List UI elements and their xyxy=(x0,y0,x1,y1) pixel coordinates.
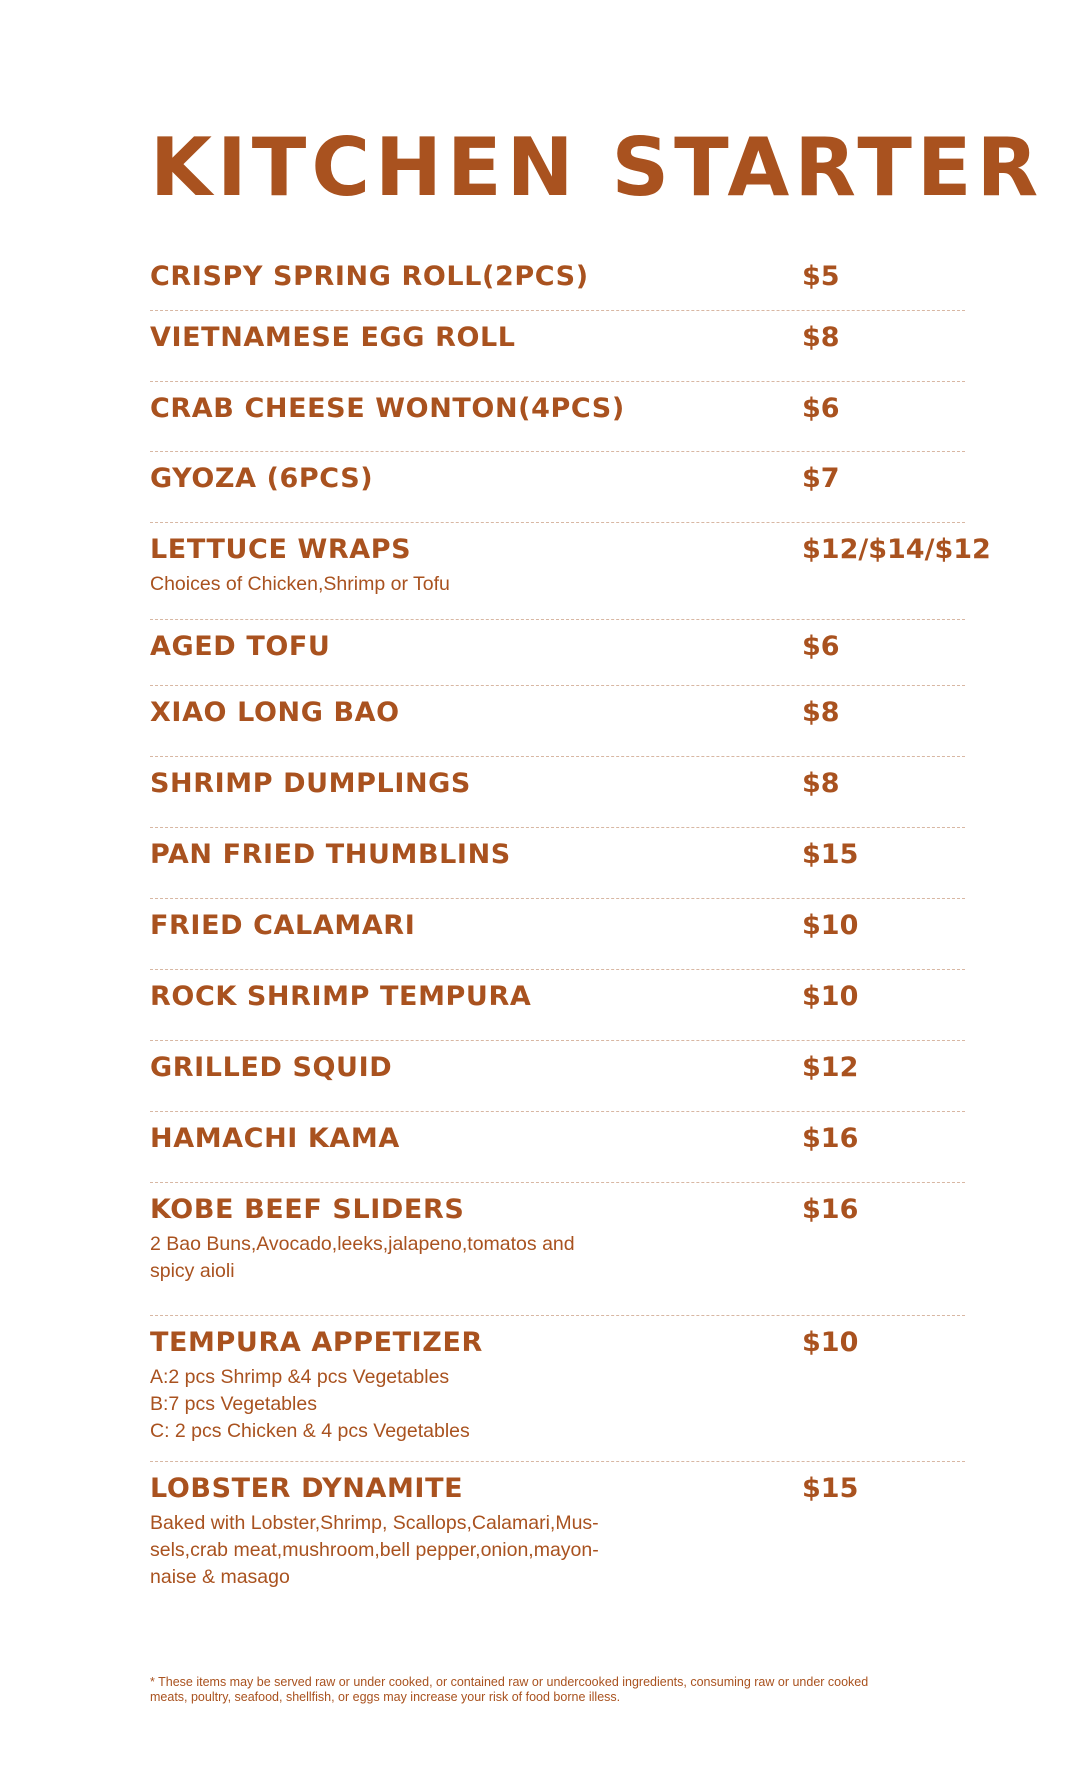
item-price: $12 xyxy=(802,1052,859,1083)
menu-item xyxy=(150,311,965,382)
menu-item xyxy=(150,970,965,1041)
menu-item xyxy=(150,1041,965,1112)
item-name: AGED TOFU xyxy=(150,631,331,662)
menu-item xyxy=(150,1183,965,1316)
item-name: TEMPURA APPETIZER xyxy=(150,1327,483,1358)
item-description: Baked with Lobster,Shrimp, Scallops,Calamari,Mus- sels,crab meat,mushroom,bell pepper,onion,mayon- naise & masago xyxy=(150,1512,599,1588)
item-name: CRAB CHEESE WONTON(4PCS) xyxy=(150,393,625,424)
item-name: SHRIMP DUMPLINGS xyxy=(150,768,471,799)
item-price: $6 xyxy=(802,393,840,424)
item-description: Choices of Chicken,Shrimp or Tofu xyxy=(150,573,450,595)
item-name: XIAO LONG BAO xyxy=(150,697,400,728)
item-name: ROCK SHRIMP TEMPURA xyxy=(150,981,532,1012)
item-price: $12/$14/$12 xyxy=(802,534,991,565)
menu-item xyxy=(150,1316,965,1462)
item-name: KOBE BEEF SLIDERS xyxy=(150,1194,465,1225)
item-name: GYOZA (6PCS) xyxy=(150,463,374,494)
menu-item xyxy=(150,452,965,523)
item-price: $8 xyxy=(802,322,840,353)
item-name: GRILLED SQUID xyxy=(150,1052,393,1083)
menu-item xyxy=(150,686,965,757)
item-name: HAMACHI KAMA xyxy=(150,1123,400,1154)
item-price: $6 xyxy=(802,631,840,662)
disclaimer: * These items may be served raw or under cooked, or contained raw or undercooked ingredients, consuming raw or under cooked meats, poultry, seafood, shellfish, or eggs may increase your risk of food borne illess. xyxy=(150,1675,869,1704)
menu-item xyxy=(150,1112,965,1183)
item-price: $5 xyxy=(802,261,840,292)
item-description: A:2 pcs Shrimp &4 pcs Vegetables B:7 pcs Vegetables C: 2 pcs Chicken & 4 pcs Vegetables xyxy=(150,1366,470,1442)
menu-item xyxy=(150,828,965,899)
item-price: $7 xyxy=(802,463,840,494)
menu-list xyxy=(150,250,991,1612)
menu-item xyxy=(150,250,965,311)
item-description: 2 Bao Buns,Avocado,leeks,jalapeno,tomatos and spicy aioli xyxy=(150,1233,575,1282)
item-name: CRISPY SPRING ROLL(2PCS) xyxy=(150,261,589,292)
item-price: $15 xyxy=(802,1473,859,1504)
item-name: FRIED CALAMARI xyxy=(150,910,416,941)
item-price: $8 xyxy=(802,697,840,728)
menu-item xyxy=(150,899,965,970)
item-price: $16 xyxy=(802,1123,859,1154)
menu-item xyxy=(150,757,965,828)
page-title: KITCHEN STARTER xyxy=(150,121,1044,214)
item-name: LOBSTER DYNAMITE xyxy=(150,1473,464,1504)
menu-item xyxy=(150,382,965,452)
item-name: VIETNAMESE EGG ROLL xyxy=(150,322,516,353)
item-price: $8 xyxy=(802,768,840,799)
item-price: $10 xyxy=(802,910,859,941)
item-price: $10 xyxy=(802,1327,859,1358)
item-name: LETTUCE WRAPS xyxy=(150,534,412,565)
item-name: PAN FRIED THUMBLINS xyxy=(150,839,511,870)
item-price: $15 xyxy=(802,839,859,870)
menu-item xyxy=(150,1462,965,1612)
menu-item xyxy=(150,620,965,686)
item-price: $10 xyxy=(802,981,859,1012)
item-price: $16 xyxy=(802,1194,859,1225)
menu-item xyxy=(150,523,991,620)
